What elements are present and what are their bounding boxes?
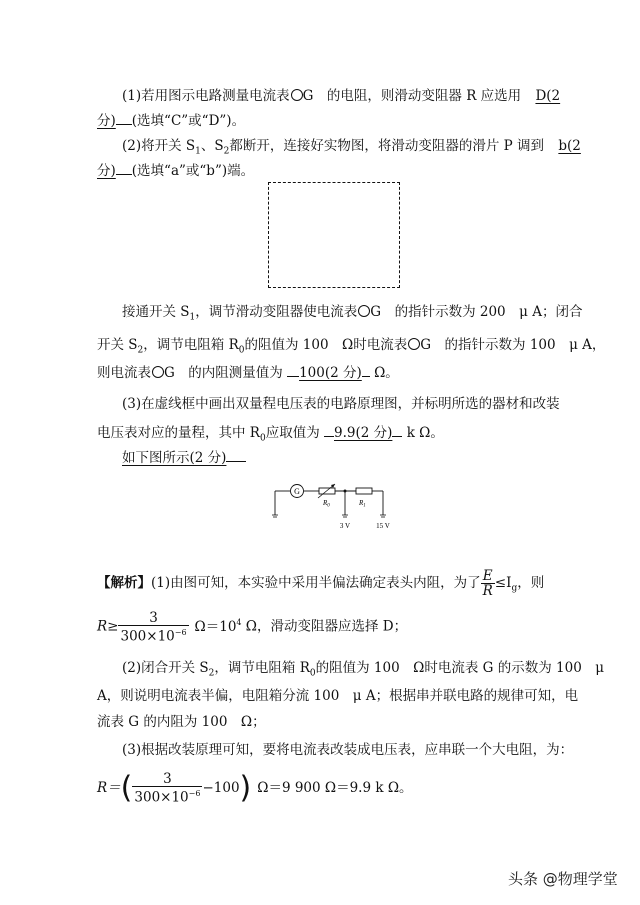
fraction-3-over-300-b: $\frac{3}{300\times 10^{-6}}$ (134, 771, 201, 806)
terminal-15v-label: 15 V (376, 522, 390, 530)
galvanometer-icon (408, 338, 420, 350)
arrow-head-icon (331, 484, 335, 488)
answer-blank (116, 110, 132, 125)
q2-answer: b(2 (558, 138, 581, 154)
terminal-3v-label: 3 V (339, 522, 351, 530)
bracket-left: ( (120, 770, 133, 806)
q1-answer-cont: 分) (97, 113, 116, 129)
q2-answer-cont: 分) (97, 163, 116, 179)
circuit-diagram (262, 478, 402, 534)
galvanometer-icon (291, 89, 303, 101)
galvanometer-icon (358, 305, 370, 317)
galvanometer-icon (152, 366, 164, 378)
analysis-line7: R＝( $\frac{3}{300\times 10^{-6}}$ −100) Ω＝9 900 Ω＝9.9 k Ω。 (97, 770, 413, 806)
resistor-r1 (356, 488, 372, 494)
q2-line1: (2)将开关 $S_1$、$S_2$都断开，连接好实物图，将滑动变阻器的滑片 P 调到 b(2 (122, 138, 581, 157)
analysis-line6: (3)根据改装原理可知，要将电流表改装成电压表，应串联一个大电阻，为： (122, 742, 574, 758)
r0-label: $R_0$ (323, 499, 330, 509)
junction-node (344, 490, 347, 493)
q3-answer: 9.9(2 分) (334, 425, 393, 441)
analysis-line4: A，则说明电流表半偏，电阻箱分流 100 μ A；根据串并联电路的规律可知，电 (97, 688, 579, 704)
analysis-title: 【解析】 (97, 575, 151, 591)
q1-answer: D(2 (535, 88, 561, 104)
r1-label: $R_1$ (359, 499, 366, 509)
dashed-drawing-box (268, 182, 400, 288)
para-line2: 开关 $S_2$，调节电阻箱 $R_0$的阻值为 100 Ω时电流表 G 的指针示数为 100 μ A， (97, 337, 606, 356)
analysis-line2: R≥ $\frac{3}{300\times 10^{-6}}$ $\Omega=10^4$ Ω，滑动变阻器应选择 D； (97, 609, 408, 645)
bracket-right: ) (239, 770, 252, 806)
q1-line1: (1)若用图示电路测量电流表 G 的电阻，则滑动变阻器 R 应选用 D(2 (122, 88, 561, 104)
q3-line3 (122, 447, 246, 468)
q3-figure-note: 如下图所示(2 分) (122, 450, 227, 466)
para-line1: 接通开关 $S_1$，调节滑动变阻器使电流表 G 的指针示数为 200 μ A；闭合 (122, 304, 583, 323)
para-line3: 则电流表 G 的内阻测量值为 100(2 分) Ω。 (97, 362, 399, 383)
analysis-line3: (2)闭合开关 $S_2$，调节电阻箱 $R_0$的阻值为 100 Ω时电流表 G 的示数为 100 μ (122, 660, 605, 679)
q3-line1: (3)在虚线框中画出双量程电压表的电路原理图，并标明所选的器材和改装 (122, 396, 560, 412)
fraction-3-over-300: $\frac{3}{300\times 10^{-6}}$ (120, 609, 187, 645)
answer-blank (116, 160, 132, 175)
q2-line2: 分) (选填“a”或“b”)端。 (97, 160, 254, 181)
watermark: 头条 @物理学堂 (508, 870, 618, 888)
fraction-e-over-r: $\frac{E}{R}$ (482, 568, 493, 599)
para-answer: 100(2 分) (299, 365, 362, 381)
analysis-line5: 流表 G 的内阻为 100 Ω； (97, 714, 266, 730)
q1-line2: 分) (选填“C”或“D”)。 (97, 110, 245, 131)
galvanometer-label: G (294, 487, 300, 496)
analysis-line1: 【解析】(1)由图可知，本实验中采用半偏法确定表头内阻，为了 $\frac{E}{R}$ $\le I_g$，则 (97, 568, 545, 599)
q3-line2: 电压表对应的量程，其中 $R_0$应取值为 9.9(2 分) k Ω。 (97, 422, 444, 449)
